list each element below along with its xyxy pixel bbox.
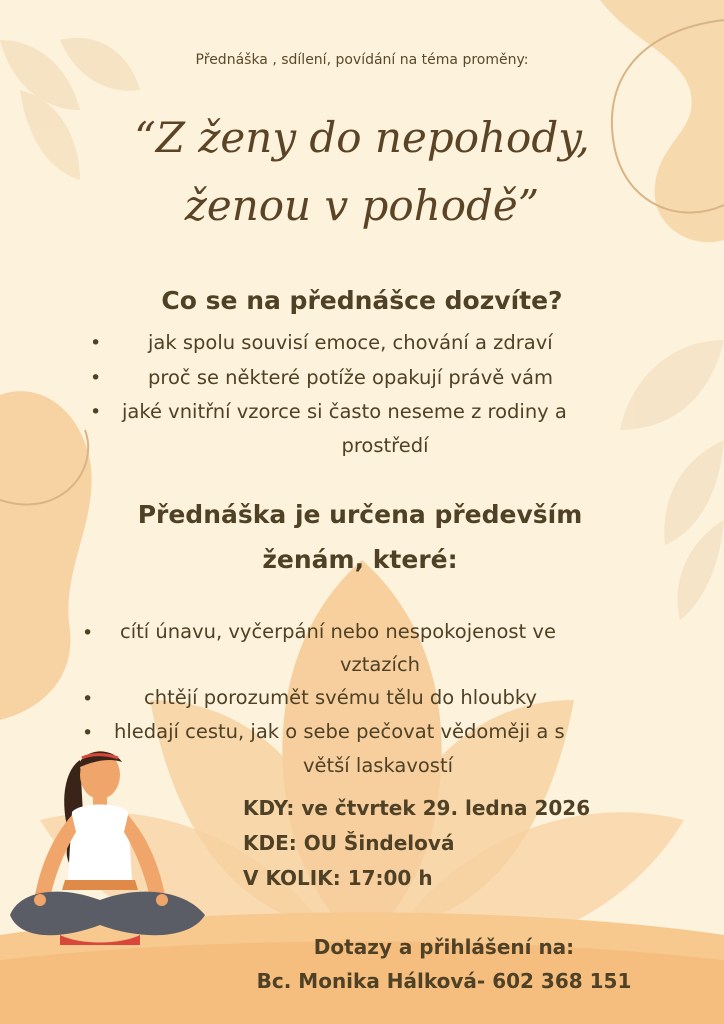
- bullet-icon: •: [90, 401, 102, 423]
- intro-text: Přednáška , sdílení, povídání na téma proměny:: [195, 52, 529, 68]
- bullet-icon: •: [82, 622, 94, 644]
- event-where: KDE: OU Šindelová: [243, 831, 455, 855]
- section1-item: jaké vnitřní vzorce si často neseme z rodiny a: [122, 400, 567, 423]
- section2-item: cítí únavu, vyčerpání nebo nespokojenost ve: [120, 620, 556, 643]
- section2-item-continued: vztazích: [339, 653, 421, 676]
- section2-heading-line-2: ženám, které:: [262, 545, 458, 574]
- contact-name-phone: Bc. Monika Hálková- 602 368 151: [256, 969, 632, 993]
- bullet-icon: •: [82, 688, 94, 710]
- section2-heading-line-1: Přednáška je určena především: [137, 500, 583, 529]
- section2-item-continued: větší laskavostí: [302, 754, 454, 777]
- title-line-1: “Z ženy do nepohody,: [134, 113, 590, 162]
- section2-item: chtějí porozumět svému tělu do hloubky: [144, 686, 537, 709]
- section2-item: hledají cestu, jak o sebe pečovat vědoměji a s: [114, 720, 565, 743]
- bullet-icon: •: [90, 367, 102, 389]
- event-when: KDY: ve čtvrtek 29. ledna 2026: [243, 796, 591, 820]
- event-time: V KOLIK: 17:00 h: [243, 866, 433, 890]
- contact-heading: Dotazy a přihlášení na:: [313, 935, 575, 959]
- section1-item: proč se některé potíže opakují právě vám: [148, 366, 553, 389]
- title-line-2: ženou v pohodě”: [184, 181, 540, 230]
- bullet-icon: •: [90, 332, 102, 354]
- section1-item-continued: prostředí: [341, 434, 429, 457]
- bullet-icon: •: [82, 722, 94, 744]
- section1-heading: Co se na přednášce dozvíte?: [161, 286, 563, 315]
- section1-item: jak spolu souvisí emoce, chování a zdraví: [148, 331, 553, 354]
